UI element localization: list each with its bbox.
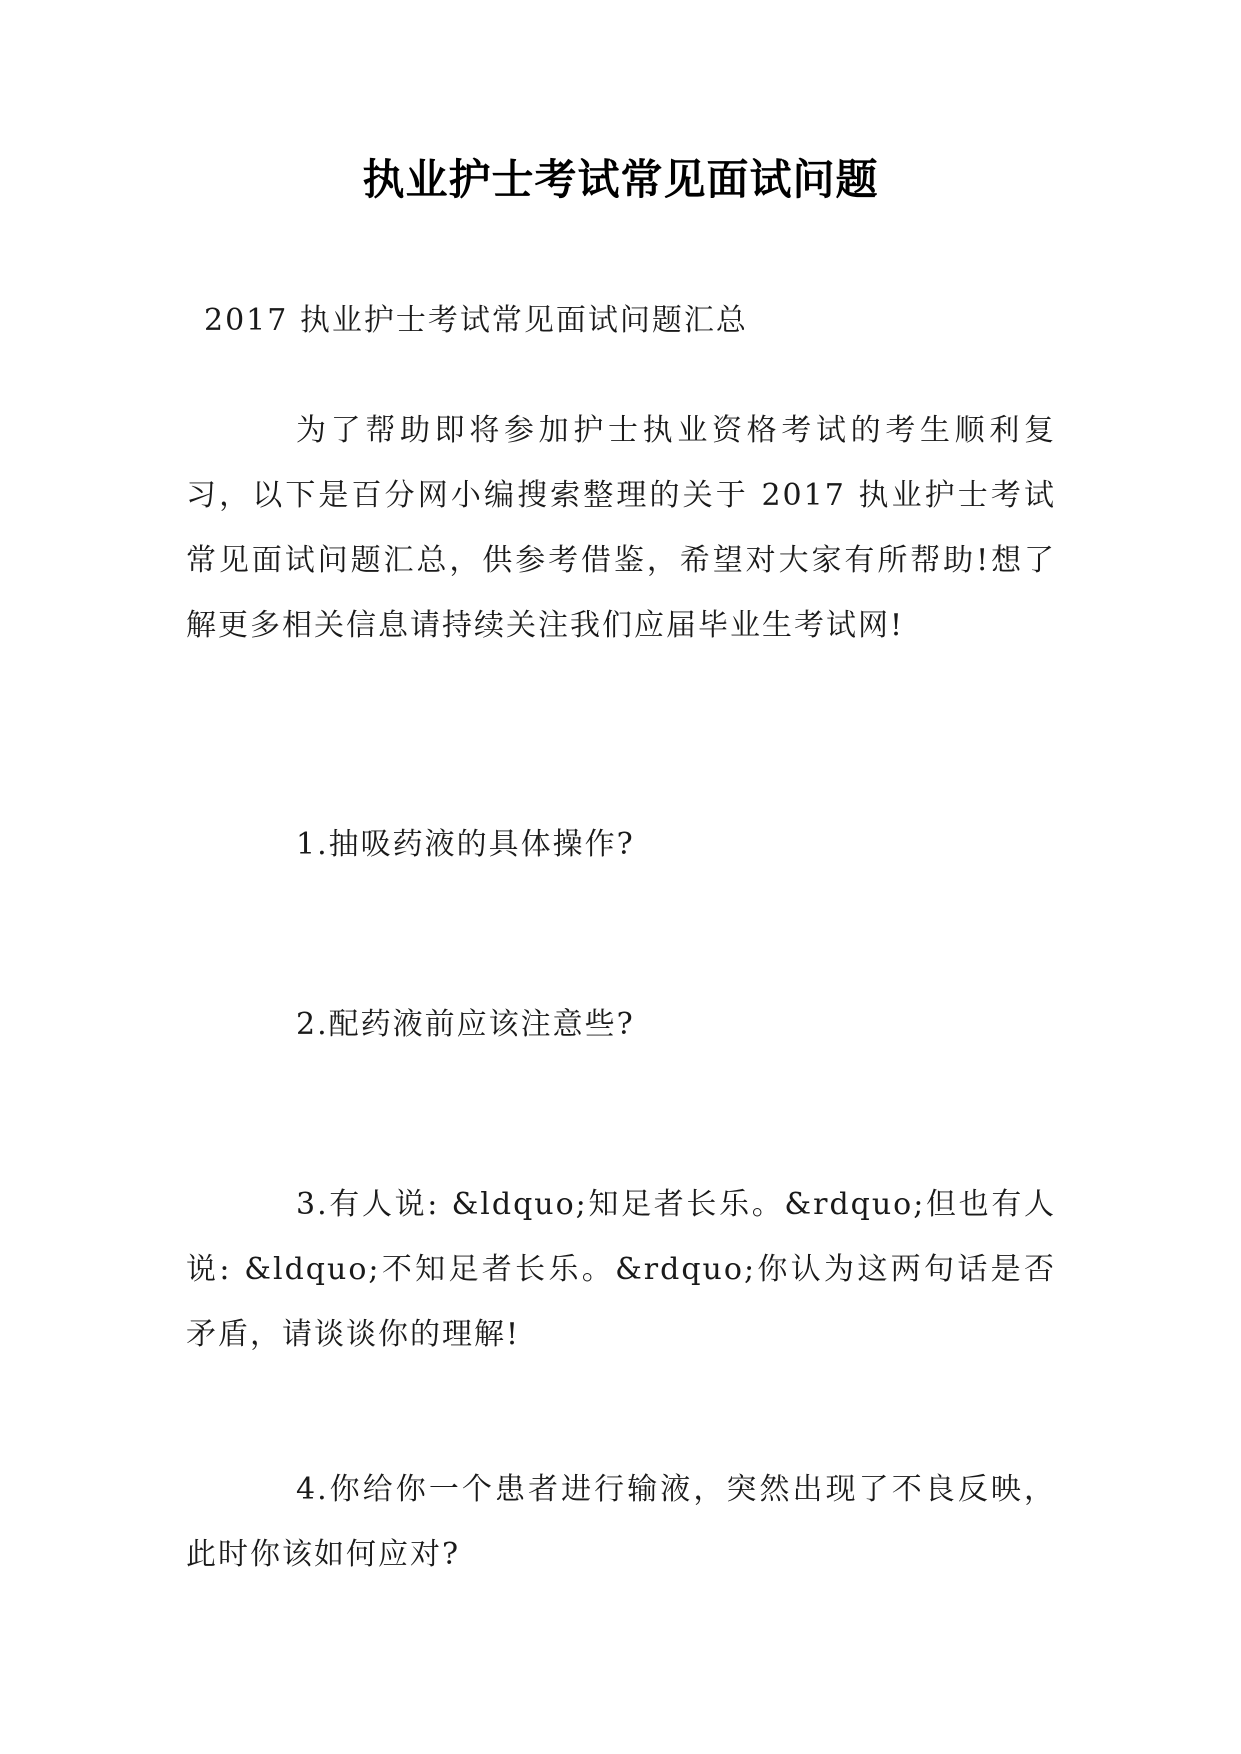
question-1: 1.抽吸药液的具体操作? [296, 827, 635, 862]
document-title: 执业护士考试常见面试问题 [362, 155, 879, 204]
question-3: 3.有人说: &ldquo;知足者长乐。&rdquo;但也有人说: &ldquo;不知足者长乐。&rdquo;你认为这两句话是否矛盾，请谈谈你的理解! [186, 1187, 1056, 1352]
document-subtitle: 2017 执业护士考试常见面试问题汇总 [204, 303, 748, 338]
question-2: 2.配药液前应该注意些? [296, 1007, 635, 1042]
intro-paragraph: 为了帮助即将参加护士执业资格考试的考生顺利复习，以下是百分网小编搜索整理的关于 2017 执业护士考试常见面试问题汇总，供参考借鉴，希望对大家有所帮助!想了解更多相关信息请持续关注我们应届毕业生考试网! [186, 413, 1056, 643]
question-4: 4.你给你一个患者进行输液，突然出现了不良反映，此时你该如何应对? [186, 1472, 1056, 1572]
